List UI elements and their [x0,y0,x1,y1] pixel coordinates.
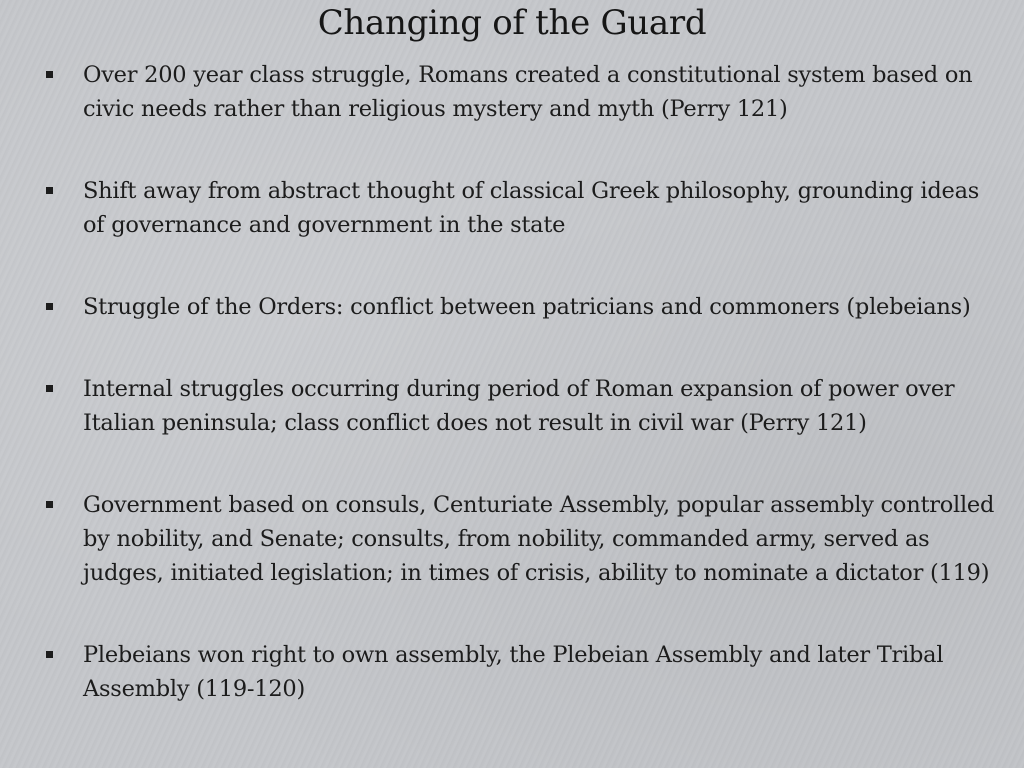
bullet-text: Shift away from abstract thought of classical Greek philosophy, grounding ideas of governance and government in the state [83,178,980,238]
square-bullet-icon [46,651,53,658]
slide-title: Changing of the Guard [317,3,707,43]
bullet-text: Plebeians won right to own assembly, the Plebeian Assembly and later Tribal Assembly (119-120) [83,642,944,702]
bullet-item [40,174,1000,242]
square-bullet-icon [46,385,53,392]
bullet-text: Government based on consuls, Centuriate Assembly, popular assembly controlled by nobility, and Senate; consults, from nobility, commanded army, served as judges, initiated legislation; in times of crisis, ability to nominate a dictator (119) [83,492,995,586]
bullet-text: Struggle of the Orders: conflict between patricians and commoners (plebeians) [83,294,971,320]
bullet-list [40,58,1000,754]
square-bullet-icon [46,501,53,508]
square-bullet-icon [46,303,53,310]
bullet-text: Over 200 year class struggle, Romans created a constitutional system based on civic needs rather than religious mystery and myth (Perry 121) [83,62,973,122]
bullet-item [40,58,1000,126]
square-bullet-icon [46,187,53,194]
bullet-item [40,638,1000,706]
square-bullet-icon [46,71,53,78]
bullet-item [40,372,1000,440]
bullet-item [40,290,1000,324]
bullet-text: Internal struggles occurring during period of Roman expansion of power over Italian peninsula; class conflict does not result in civil war (Perry 121) [83,376,955,436]
bullet-item [40,488,1000,590]
